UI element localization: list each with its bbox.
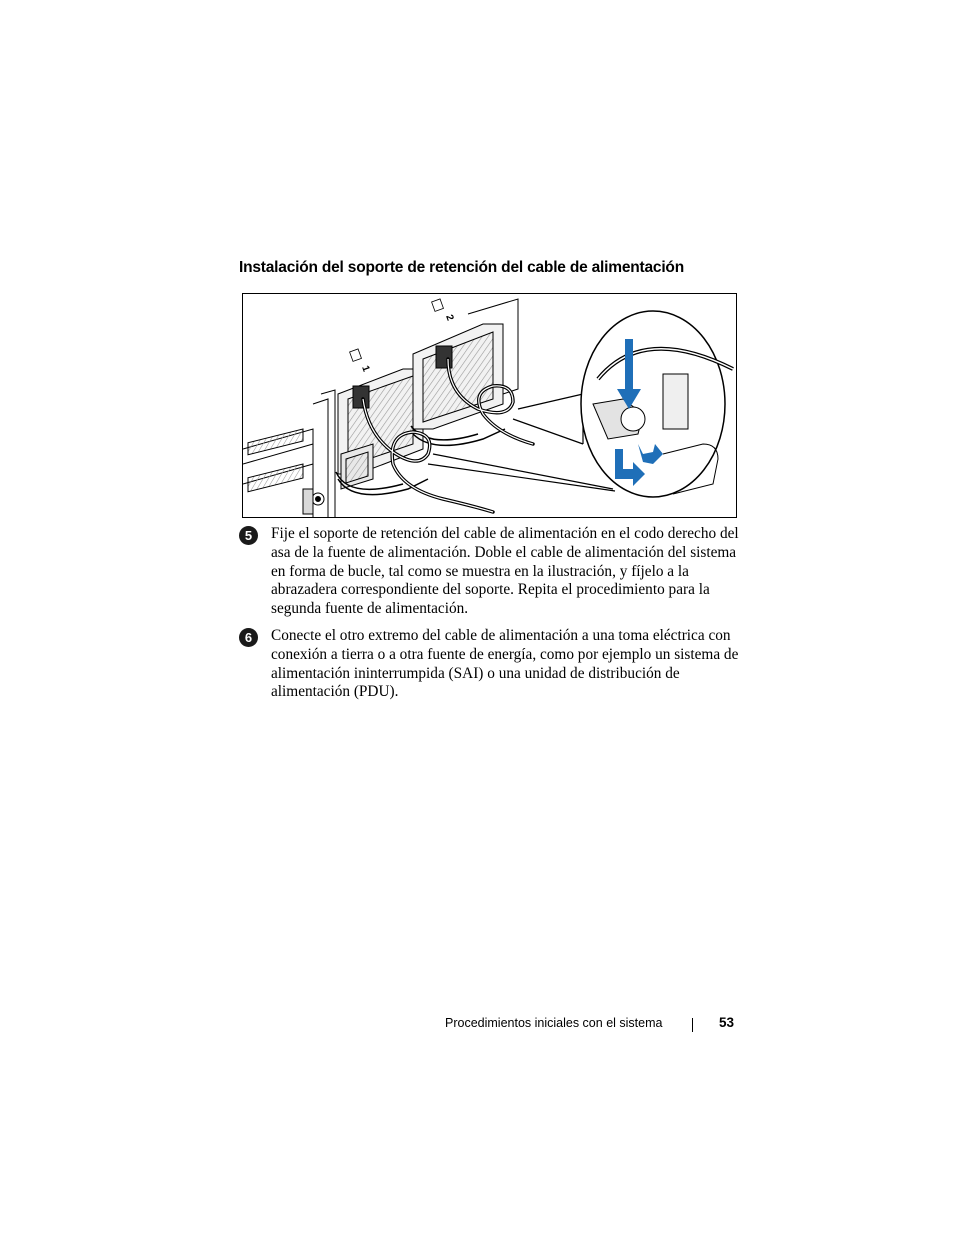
section-heading: Instalación del soporte de retención del cable de alimentación <box>239 259 684 276</box>
detail-zoom-circle <box>581 311 733 497</box>
psu-label-1 <box>350 349 372 374</box>
svg-text:2: 2 <box>443 313 456 323</box>
step-text: Conecte el otro extremo del cable de alimentación a una toma eléctrica con conexión a tierra o a otra fuente de energía, como por ejemplo un sistema de alimentación ininterrumpida (SAI) o una unidad de distribución de alimentación (PDU). <box>271 627 739 701</box>
step-5 <box>239 525 739 625</box>
step-number-badge: 6 <box>239 628 258 647</box>
step-number-badge: 5 <box>239 526 258 545</box>
svg-text:1: 1 <box>359 364 372 374</box>
step-text: Fije el soporte de retención del cable de alimentación en el codo derecho del asa de la fuente de alimentación. Doble el cable de alimentación del sistema en forma de bucle, tal como se muestra en la ilustración, y fíjelo a la abrazadera correspondiente del soporte. Repita el procedimiento para la segunda fuente de alimentación. <box>271 525 739 618</box>
footer-chapter-title: Procedimientos iniciales con el sistema <box>445 1016 663 1030</box>
step-6 <box>239 627 739 707</box>
chassis-rear-panel <box>243 390 335 518</box>
footer-divider <box>692 1018 693 1032</box>
page-number: 53 <box>719 1015 735 1030</box>
psu-label-2 <box>432 299 456 323</box>
power-cable-bracket-illustration <box>242 293 737 518</box>
power-supply-2 <box>411 299 518 445</box>
